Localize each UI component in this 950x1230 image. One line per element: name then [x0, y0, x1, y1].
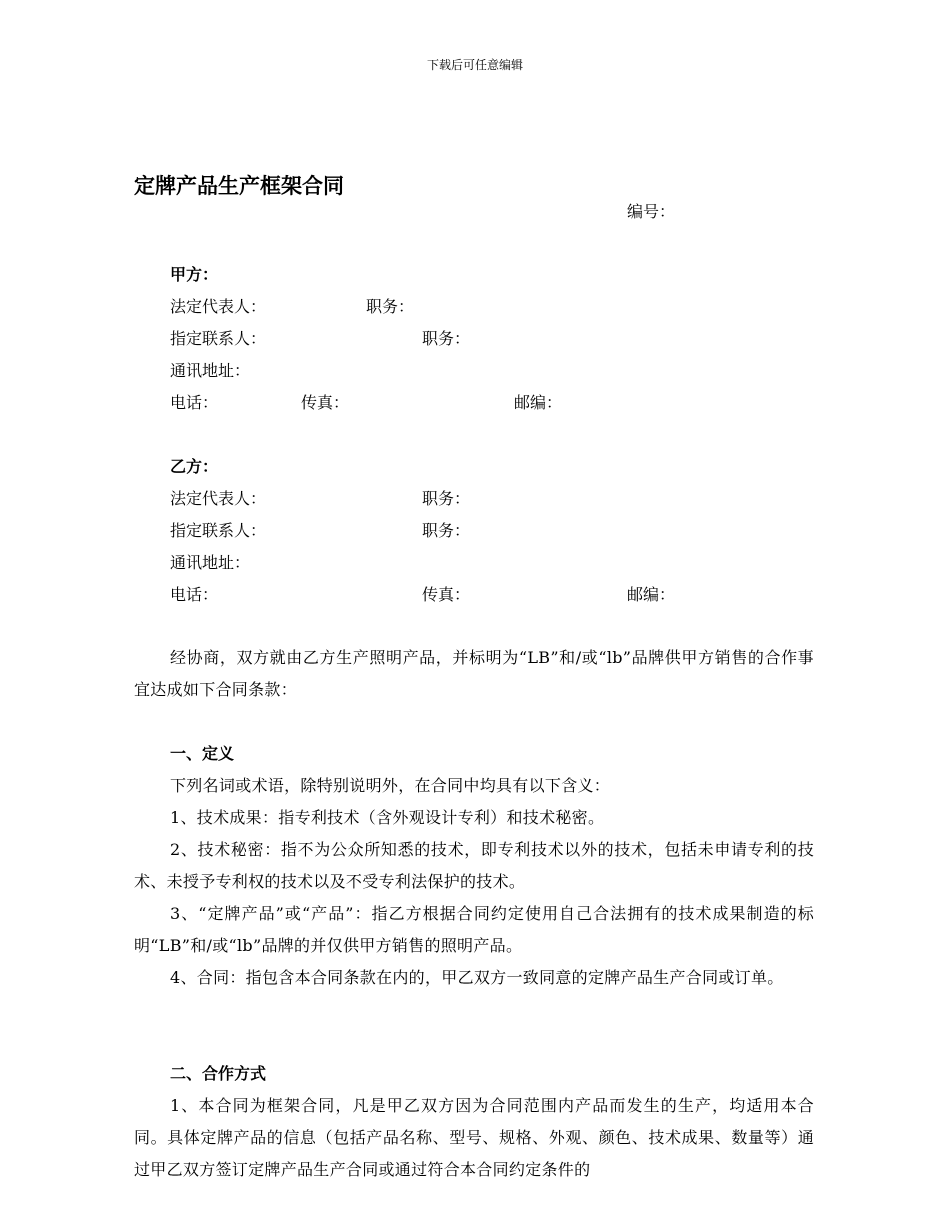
section-1-item-2: 2、技术秘密：指不为公众所知悉的技术，即专利技术以外的技术，包括未申请专利的技术、未授予专利权的技术以及不受专利法保护的技术。: [134, 840, 814, 891]
section-1-heading: 一、定义: [170, 744, 235, 763]
party-b-phone: 电话：: [170, 585, 219, 604]
party-b-contact-position: 职务：: [422, 521, 471, 540]
party-a-heading: 甲方：: [170, 265, 219, 284]
party-a-phone: 电话：: [170, 393, 219, 412]
page-header: 下载后可任意编辑: [426, 58, 523, 72]
party-a-fax: 传真：: [301, 393, 350, 412]
contract-title: 定牌产品生产框架合同: [134, 174, 344, 198]
party-b-legal-rep-position: 职务：: [422, 489, 471, 508]
section-1-item-3: 3、“定牌产品”或“产品”：指乙方根据合同约定使用自己合法拥有的技术成果制造的标明“LB”和/或“lb”品牌的并仅供甲方销售的照明产品。: [134, 904, 814, 955]
party-a-postcode: 邮编：: [514, 393, 563, 412]
section-2-heading: 二、合作方式: [170, 1064, 267, 1083]
party-b-contact: 指定联系人：: [170, 521, 267, 540]
intro-paragraph: 经协商，双方就由乙方生产照明产品，并标明为“LB”和/或“lb”品牌供甲方销售的合作事宜达成如下合同条款：: [134, 648, 814, 699]
section-2-item-1: 1、本合同为框架合同，凡是甲乙双方因为合同范围内产品而发生的生产，均适用本合同。具体定牌产品的信息（包括产品名称、型号、规格、外观、颜色、技术成果、数量等）通过甲乙双方签订定牌产品生产合同或通过符合本合同约定条件的: [134, 1096, 814, 1179]
section-1-lead: 下列名词或术语，除特别说明外，在合同中均具有以下含义：: [170, 776, 611, 795]
party-b-legal-rep: 法定代表人：: [170, 489, 267, 508]
contract-number-label: 编号：: [627, 202, 676, 221]
party-b-heading: 乙方：: [170, 457, 219, 476]
party-b-postcode: 邮编：: [627, 585, 676, 604]
party-a-legal-rep: 法定代表人：: [170, 297, 267, 316]
party-a-address: 通讯地址：: [170, 361, 251, 380]
section-1-item-4: 4、合同：指包含本合同条款在内的，甲乙双方一致同意的定牌产品生产合同或订单。: [170, 968, 784, 987]
party-b-fax: 传真：: [422, 585, 471, 604]
party-a-contact: 指定联系人：: [170, 329, 267, 348]
party-a-contact-position: 职务：: [422, 329, 471, 348]
party-a-legal-rep-position: 职务：: [366, 297, 415, 316]
party-b-address: 通讯地址：: [170, 553, 251, 572]
section-1-item-1: 1、技术成果：指专利技术（含外观设计专利）和技术秘密。: [170, 808, 605, 827]
